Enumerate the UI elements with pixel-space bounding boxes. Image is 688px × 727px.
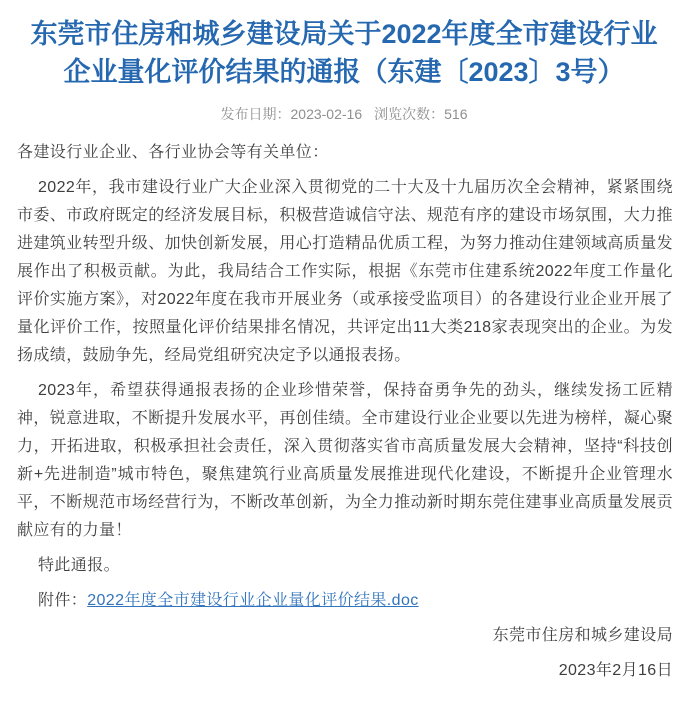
closing-line: 特此通报。 <box>38 557 121 574</box>
meta-line <box>0 104 688 124</box>
paragraph-2022-review: 2022年，我市建设行业广大企业深入贯彻党的二十大及十九届历次全会精神，紧紧围绕市委、市政府既定的经济发展目标，积极营造诚信守法、规范有序的建设市场氛围，大力推进建筑业转型升级、加快创新发展，用心打造精品优质工程，为努力推动住建领域高质量发展作出了积极贡献。为此，我局结合工作实际，根据《东莞市住建系统2022年度工作量化评价实施方案》，对2022年度在我市开展业务（或承接受监项目）的各建设行业企业开展了量化评价工作，按照量化评价结果排名情况，共评定出11大类218家表现突出的企业。为发扬成绩，鼓励争先，经局党组研究决定予以通报表扬。 <box>17 179 674 364</box>
attachment-doc-link[interactable]: 2022年度全市建设行业企业量化评价结果.doc <box>87 592 419 609</box>
page-title: 东莞市住房和城乡建设局关于2022年度全市建设行业企业量化评价结果的通报（东建〔2023〕3号） <box>30 19 658 87</box>
publish-date-label: 发布日期： <box>220 106 291 122</box>
attachment-line <box>17 587 673 615</box>
salutation: 各建设行业企业、各行业协会等有关单位： <box>17 144 329 161</box>
paragraph-2023-outlook: 2023年，希望获得通报表扬的企业珍惜荣誉，保持奋勇争先的劲头，继续发扬工匠精神，锐意进取，不断提升发展水平，再创佳绩。全市建设行业企业要以先进为榜样，凝心聚力，开拓进取，积极承担社会责任，深入贯彻落实省市高质量发展大会精神，坚持“科技创新+先进制造”城市特色，聚焦建筑行业高质量发展推进现代化建设，不断提升企业管理水平，不断规范市场经营行为，不断改革创新，为全力推动新时期东莞住建事业高质量发展贡献应有的力量！ <box>17 382 674 539</box>
attachment-label: 附件： <box>38 592 88 609</box>
notice-body <box>0 139 688 685</box>
publish-date-value: 2023-02-16 <box>290 106 363 122</box>
signature-org: 东莞市住房和城乡建设局 <box>492 627 673 644</box>
views-label: 浏览次数： <box>374 106 445 122</box>
signature-date: 2023年2月16日 <box>558 662 673 679</box>
views-value: 516 <box>444 106 468 122</box>
